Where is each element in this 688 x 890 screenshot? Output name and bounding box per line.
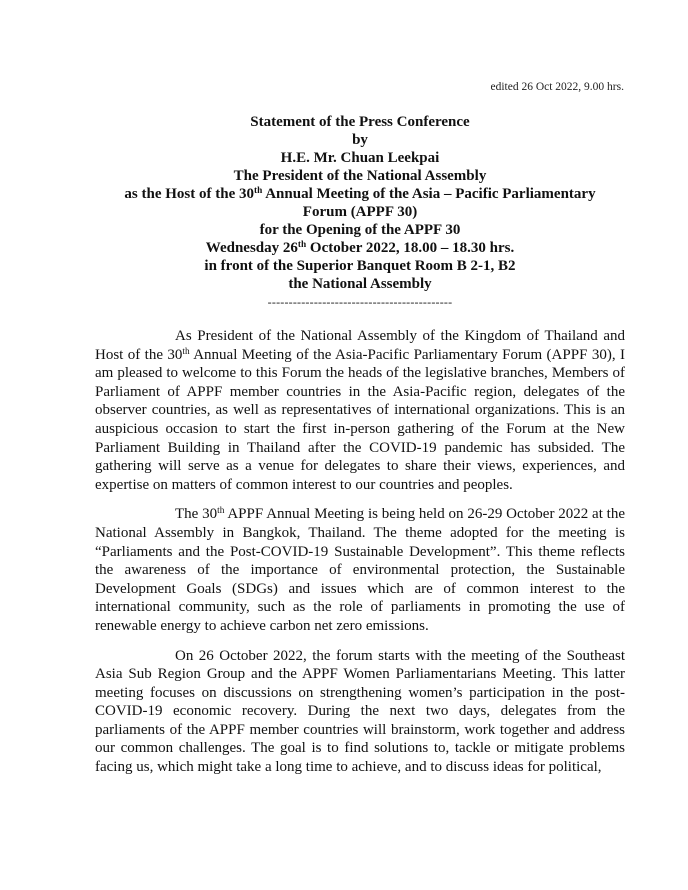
p2-sup: th — [217, 506, 225, 517]
title-host-sup: th — [254, 185, 263, 196]
p1-text-b: Annual Meeting of the Asia-Pacific Parliamentary Forum (APPF 30), I am pleased to welcome to this Forum the heads of the legislative branches, Members of Parliament of APPF member countries in the Asia-Pacific region, delegates of the observer countries, as well as representatives of international organizations. This is an auspicious occasion to start the first in-person gathering of the Forum at the New Parliament Building in Thailand after the COVID-19 pandemic has subsided. The gathering will serve as a venue for delegates to share their views, experiences, and expertise on matters of common interest to our countries and peoples. — [95, 346, 625, 493]
title-line-assembly: the National Assembly — [288, 276, 432, 292]
statement-title-block — [95, 113, 625, 311]
p1-text-a: As President of the National Assembly of the Kingdom of Thailand and Host of the 30 — [95, 328, 625, 363]
title-date-sup: th — [297, 239, 307, 250]
title-line-speaker-role: The President of the National Assembly — [233, 168, 487, 184]
title-date-post: October 2022, 18.00 – 18.30 hrs. — [306, 240, 515, 256]
title-separator: -------------------------------------------- — [267, 295, 453, 309]
title-host-pre: as the Host of the 30 — [124, 186, 254, 202]
title-line-venue: in front of the Superior Banquet Room B 2-1, B2 — [204, 258, 516, 274]
title-line-forum: Forum (APPF 30) — [302, 204, 418, 220]
statement-body — [95, 327, 625, 788]
title-date-pre: Wednesday 26 — [205, 240, 298, 256]
body-paragraph-2 — [95, 505, 625, 635]
title-line-host — [75, 185, 645, 203]
body-paragraph-3: On 26 October 2022, the forum starts with the meeting of the Southeast Asia Sub Region Group and the APPF Women Parliamentarians Meeting. This latter meeting focuses on discussions on strengthening women’s participation in the post-COVID-19 economic recovery. During the next two days, delegates from the parliaments of the APPF member countries will brainstorm, work together and address our common challenges. The goal is to find solutions to, tackle or mitigate problems facing us, which might take a long time to achieve, and to discuss ideas for political, — [95, 647, 625, 776]
title-line-statement: Statement of the Press Conference — [250, 114, 470, 130]
body-paragraph-1 — [95, 327, 625, 494]
edited-timestamp: edited 26 Oct 2022, 9.00 hrs. — [490, 81, 624, 93]
p2-text-a: The 30 — [175, 506, 218, 523]
title-line-datetime — [95, 239, 625, 257]
title-host-post: Annual Meeting of the Asia – Pacific Parliamentary — [262, 186, 596, 202]
title-line-by: by — [352, 132, 368, 148]
p2-text-b: APPF Annual Meeting is being held on 26-29 October 2022 at the National Assembly in Bangkok, Thailand. The theme adopted for the meeting is “Parliaments and the Post-COVID-19 Sustainable Development”. This theme reflects the awareness of the importance of environmental protection, the Sustainable Development Goals (SDGs) and issues which are of common interest to the international community, such as the role of parliaments in promoting the use of renewable energy to achieve carbon net zero emissions. — [95, 506, 625, 634]
title-line-opening: for the Opening of the APPF 30 — [259, 222, 461, 238]
p1-sup: th — [182, 346, 190, 357]
title-line-speaker-name: H.E. Mr. Chuan Leekpai — [280, 150, 440, 166]
